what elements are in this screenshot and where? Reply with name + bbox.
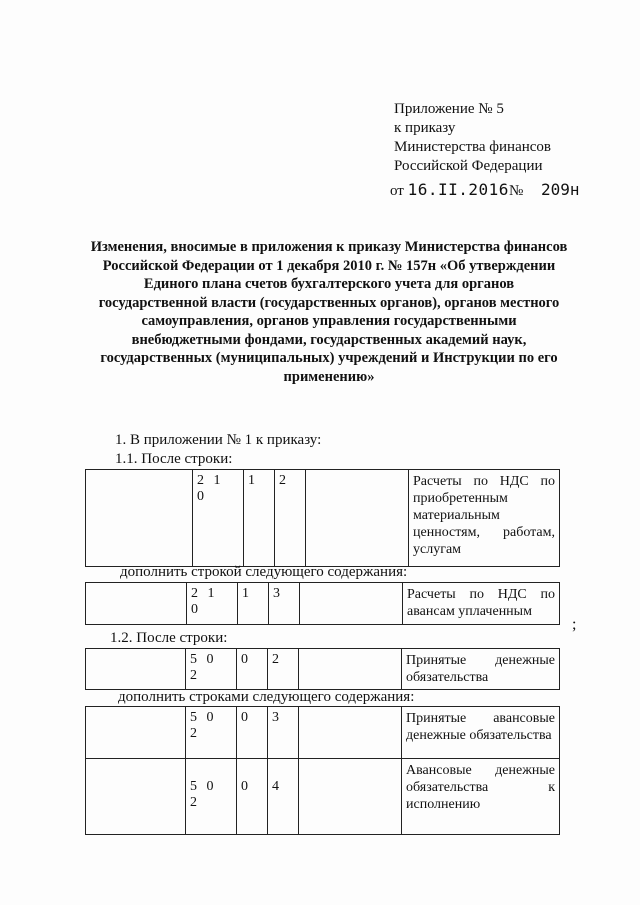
- table-cell-code: 5 0 2: [186, 649, 237, 690]
- table-cell-c3: 4: [268, 759, 299, 835]
- appendix-line-4: Российской Федерации: [394, 158, 543, 174]
- table-row: [86, 583, 560, 625]
- table-cell-empty: [86, 583, 187, 625]
- appendix-header: [394, 100, 551, 176]
- table-cell-c3: 2: [275, 470, 306, 567]
- table-cell-desc: Принятые авансовые денежные обязательства: [402, 707, 560, 759]
- table-1: [85, 469, 560, 567]
- table-cell-c2: 0: [237, 759, 268, 835]
- table-2: [85, 582, 560, 625]
- table-cell-c2: 0: [237, 649, 268, 690]
- appendix-line-3: Министерства финансов: [394, 139, 551, 155]
- appendix-line-2: к приказу: [394, 120, 456, 136]
- section-1-1-heading: 1.1. После строки:: [115, 451, 233, 467]
- table-row: [86, 470, 560, 567]
- table-cell-empty: [300, 583, 403, 625]
- table-cell-empty: [86, 470, 193, 567]
- table-cell-c2: 0: [237, 707, 268, 759]
- table-cell-desc: Авансовые денежные обязательства к исполнению: [402, 759, 560, 835]
- table-cell-empty: [299, 649, 402, 690]
- add-rows-text: дополнить строками следующего содержания:: [118, 689, 415, 705]
- table-cell-empty: [306, 470, 409, 567]
- table-cell-code: 5 0 2: [186, 707, 237, 759]
- table-cell-empty: [299, 707, 402, 759]
- table-cell-c3: 2: [268, 649, 299, 690]
- table-cell-empty: [299, 759, 402, 835]
- semicolon: ;: [572, 616, 577, 633]
- table-cell-desc: Расчеты по НДС по приобретенным материальным ценностям, работам, услугам: [409, 470, 560, 567]
- section-1-2-heading: 1.2. После строки:: [110, 630, 228, 646]
- number-sign: №: [508, 183, 524, 199]
- order-number: 209н: [541, 180, 580, 199]
- table-cell-c2: 1: [238, 583, 269, 625]
- table-row: [86, 649, 560, 690]
- add-row-text: дополнить строкой следующего содержания:: [120, 564, 408, 580]
- order-date-line: [390, 180, 580, 200]
- table-row: [86, 759, 560, 835]
- table-cell-c2: 1: [244, 470, 275, 567]
- table-cell-c3: 3: [269, 583, 300, 625]
- table-cell-c3: 3: [268, 707, 299, 759]
- section-1-heading: 1. В приложении № 1 к приказу:: [115, 432, 322, 448]
- table-cell-code: 5 0 2: [186, 759, 237, 835]
- table-row: [86, 707, 560, 759]
- order-date: 16.II.2016: [407, 180, 509, 199]
- table-cell-empty: [86, 707, 186, 759]
- table-cell-empty: [86, 759, 186, 835]
- document-title: Изменения, вносимые в приложения к приказу Министерства финансов Российской Федерации от 1 декабря 2010 г. № 157н «Об утверждении Единого плана счетов бухгалтерского учета для органов государственной власти (государственных органов), органов местного самоуправления, органов управления государственными внебюджетными фондами, государственных академий наук, государственных (муниципальных) учреждений и Инструкции по его применению»: [90, 239, 568, 385]
- table-4: [85, 706, 560, 835]
- table-cell-code: 2 1 0: [187, 583, 238, 625]
- table-cell-desc: Расчеты по НДС по авансам уплаченным: [403, 583, 560, 625]
- date-prefix: от: [390, 183, 404, 199]
- table-cell-code: 2 1 0: [193, 470, 244, 567]
- appendix-line-1: Приложение № 5: [394, 101, 504, 117]
- table-3: [85, 648, 560, 690]
- table-cell-empty: [86, 649, 186, 690]
- table-cell-desc: Принятые денежные обязательства: [402, 649, 560, 690]
